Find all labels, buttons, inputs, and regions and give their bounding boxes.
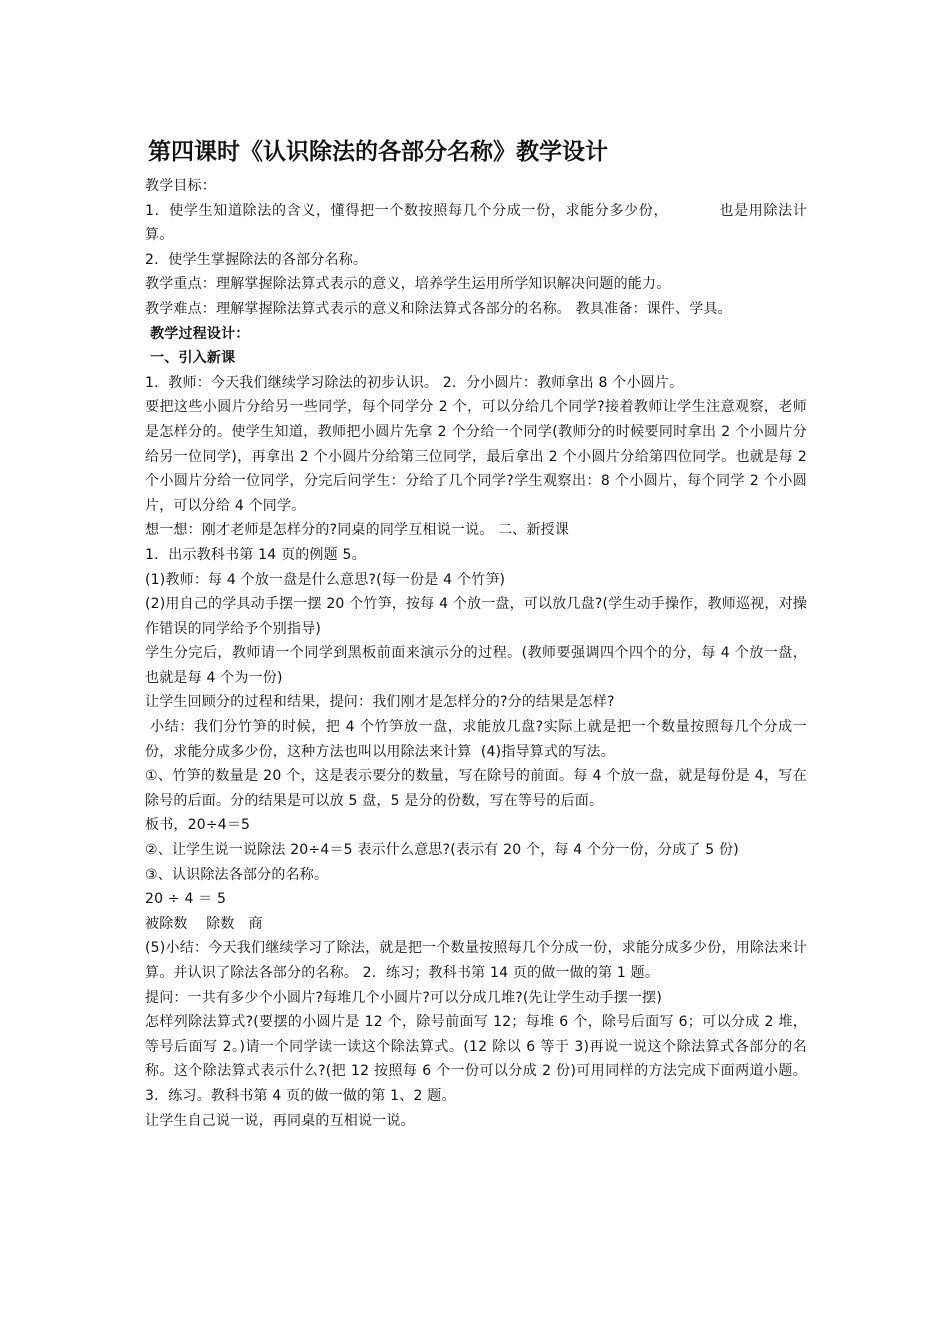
body-paragraph: 学生分完后，教师请一个同学到黑板前面来演示分的过程。(教师要强调四个四个的分，每 4 个放一盘，也就是每 4 个为一份) xyxy=(145,645,807,686)
body-paragraph: ②、让学生说一说除法 20÷4＝5 表示什么意思?(表示有 20 个，每 4 个分一份，分成了 5 份) xyxy=(145,842,739,859)
body-paragraph: ③、认识除法各部分的名称。 xyxy=(145,866,329,883)
body-paragraph: 让学生回顾分的过程和结果，提问：我们刚才是怎样分的?分的结果是怎样? xyxy=(145,694,615,711)
document-title: 第四课时《认识除法的各部分名称》教学设计 xyxy=(148,139,608,165)
body-paragraph: 1．出示教科书第 14 页的例题 5。 xyxy=(145,546,366,563)
body-paragraph: (2)用自己的学具动手摆一摆 20 个竹笋，按每 4 个放一盘，可以放几盘?(学生动手操作，教师巡视，对操作错误的同学给予个别指导) xyxy=(145,596,807,637)
document-body xyxy=(145,174,812,1133)
document-page xyxy=(145,134,812,1133)
body-paragraph: (5)小结：今天我们继续学习了除法，就是把一个数量按照每几个分成一份，求能分成多少份，用除法来计算。并认识了除法各部分的名称。 2．练习；教科书第 14 页的做一做的第 1 题。 xyxy=(145,940,807,981)
body-paragraph: 教学目标： xyxy=(145,178,216,194)
body-paragraph: 想一想：刚才老师是怎样分的?同桌的同学互相说一说。 二、新授课 xyxy=(145,522,570,539)
body-paragraph: 被除数 除数 商 xyxy=(145,915,263,932)
body-paragraph: 2．使学生掌握除法的各部分名称。 xyxy=(145,251,368,268)
body-paragraph: 小结：我们分竹笋的时候，把 4 个竹笋放一盘，求能放几盘?实际上就是把一个数量按照每几个分成一份，求能分成多少份，这种方法也叫以用除法来计算 (4)指导算式的写法。 xyxy=(145,719,807,760)
body-paragraph: 教学难点：理解掌握除法算式表示的意义和除法算式各部分的名称。 教具准备：课件、学具。 xyxy=(145,300,732,317)
section-heading: 教学过程设计： xyxy=(145,325,250,342)
body-paragraph: 板书，20÷4＝5 xyxy=(145,817,251,834)
body-paragraph: 提问：一共有多少个小圆片?每堆几个小圆片?可以分成几堆?(先让学生动手摆一摆) xyxy=(145,989,663,1006)
body-paragraph: 20 ÷ 4 ＝ 5 xyxy=(145,891,227,908)
body-paragraph: 要把这些小圆片分给另一些同学，每个同学分 2 个，可以分给几个同学?接着教师让学生注意观察，老师是怎样分的。使学生知道，教师把小圆片先拿 2 个分给一个同学(教师分的时候要同时拿出 2 个小圆片分给另一位同学)，再拿出 2 个小圆片分给第三位同学，最后拿出 2 个小圆片分给第四位同学。也就是每 2 个小圆片分给一位同学，分完后问学生：分给了几个同学?学生观察出：8 个小圆片，每个同学 2 个小圆片，可以分给 4 个同学。 xyxy=(145,399,812,514)
body-paragraph: ①、竹笋的数量是 20 个，这是表示要分的数量，写在除号的前面。每 4 个放一盘，就是每份是 4，写在除号的后面。分的结果是可以放 5 盘，5 是分的份数，写在等号的后面。 xyxy=(145,768,807,809)
body-paragraph: 让学生自己说一说，再同桌的互相说一说。 xyxy=(145,1112,415,1129)
body-paragraph: (1)教师：每 4 个放一盘是什么意思?(每一份是 4 个竹笋) xyxy=(145,571,506,588)
body-paragraph: 怎样列除法算式?(要摆的小圆片是 12 个，除号前面写 12；每堆 6 个，除号后面写 6；可以分成 2 堆，等号后面写 2。)请一个同学读一读这个除法算式。(12 除以 6 等于 3)再说一说这个除法算式各部分的名称。这个除法算式表示什么?(把 12 按照每 6 个一份可以分成 2 份)可用同样的方法完成下面两道小题。 3．练习。教科书第 4 页的做一做的第 1、2 题。 xyxy=(145,1014,812,1104)
body-paragraph: 1．使学生知道除法的含义，懂得把一个数按照每几个分成一份，求能分多少份， 也是用除法计算。 xyxy=(145,202,807,244)
body-paragraph: 教学重点：理解掌握除法算式表示的意义，培养学生运用所学知识解决问题的能力。 xyxy=(145,276,671,293)
section-heading: 一、引入新课 xyxy=(145,350,236,367)
body-paragraph: 1．教师：今天我们继续学习除法的初步认识。 2．分小圆片：教师拿出 8 个小圆片。 xyxy=(145,374,684,391)
